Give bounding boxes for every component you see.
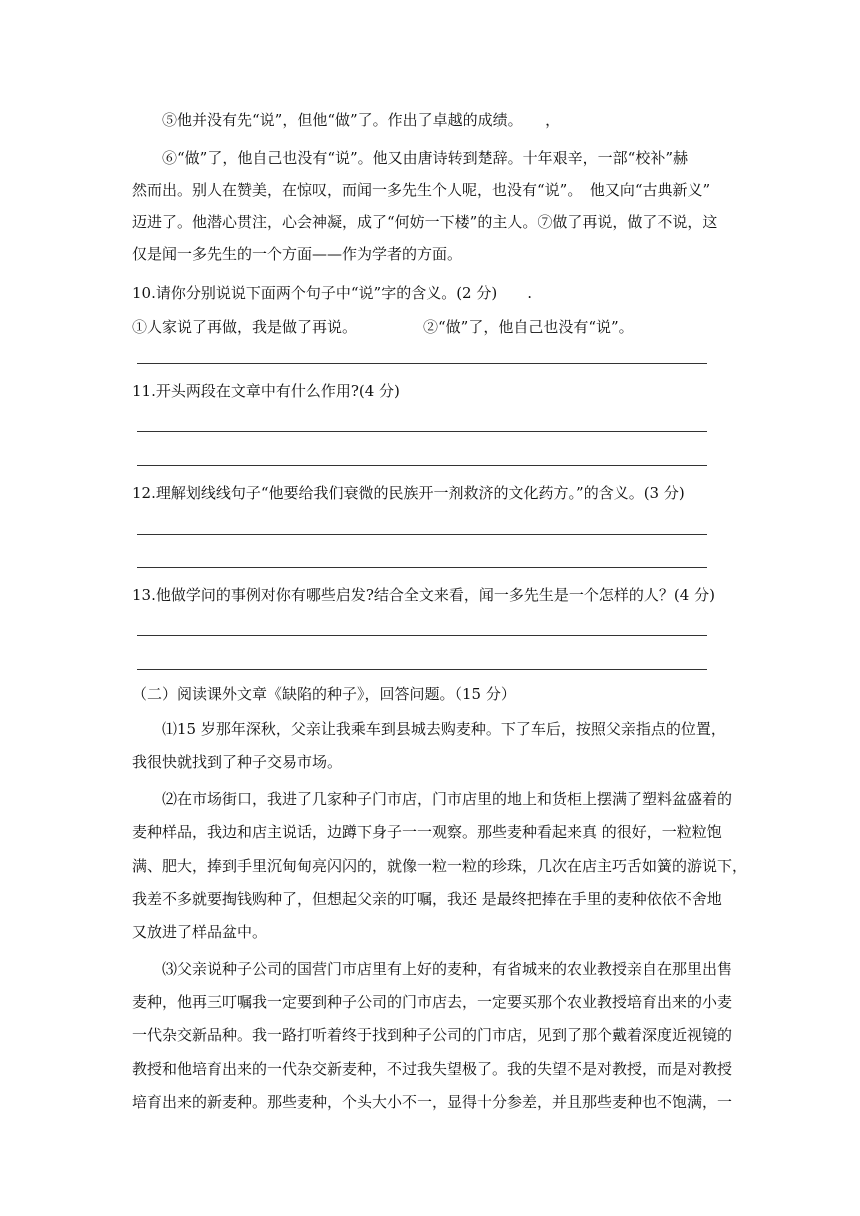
answer-line[interactable]: [137, 669, 707, 670]
section-two-paragraph-2-line-5: 又放进了样品盆中。: [132, 923, 268, 941]
paragraph-5: ⑤他并没有先“说”，但他“做”了。作出了卓越的成绩。 ，: [162, 111, 561, 129]
section-two-paragraph-1-line-1: ⑴15 岁那年深秋，父亲让我乘车到县城去购麦种。下了车后，按照父亲指点的位置，: [162, 720, 726, 738]
section-two-paragraph-2-line-4: 我差不多就要掏钱购种了，但想起父亲的叮嘱，我还 是最终把捧在手里的麦种依依不舍地: [132, 890, 722, 908]
answer-line[interactable]: [137, 635, 707, 636]
question-13: 13.他做学问的事例对你有哪些启发?结合全文来看，闻一多先生是一个怎样的人？(4 分): [132, 586, 715, 604]
question-10: 10.请你分别说说下面两个句子中“说”字的含义。(2 分) .: [132, 284, 532, 302]
paragraph-6-line-4: 仅是闻一多先生的一个方面——作为学者的方面。: [132, 245, 463, 263]
question-11: 11.开头两段在文章中有什么作用?(4 分): [132, 382, 400, 400]
section-two-paragraph-3-line-5: 培育出来的新麦种。那些麦种，个头大小不一，显得十分参差，并且那些麦种也不饱满，一: [132, 1093, 733, 1111]
section-two-paragraph-3-line-3: 一代杂交新品种。我一路打听着终于找到种子公司的门市店，见到了那个戴着深度近视镜的: [132, 1026, 733, 1044]
paragraph-6-line-3: 迈进了。他潜心贯注，心会神凝，成了“何妨一下楼”的主人。⑦做了再说，做了不说，这: [132, 213, 718, 231]
section-two-paragraph-2-line-3: 满、肥大，捧到手里沉甸甸亮闪闪的，就像一粒一粒的珍珠，几次在店主巧舌如簧的游说下，: [132, 857, 748, 875]
answer-line[interactable]: [137, 363, 707, 364]
section-two-paragraph-2-line-1: ⑵在市场街口，我进了几家种子门市店，门市店里的地上和货柜上摆满了塑料盆盛着的: [162, 790, 733, 808]
section-two-paragraph-1-line-2: 我很快就找到了种子交易市场。: [132, 753, 343, 771]
section-two-paragraph-2-line-2: 麦种样品，我边和店主说话，边蹲下身子一一观察。那些麦种看起来真 的很好，一粒粒饱: [132, 823, 722, 841]
section-two-paragraph-3-line-2: 麦种，他再三叮嘱我一定要到种子公司的门市店去，一定要买那个农业教授培育出来的小麦: [132, 993, 733, 1011]
question-12: 12.理解划线线句子“他要给我们衰微的民族开一剂救济的文化药方。”的含义。(3 分): [132, 484, 685, 502]
section-two-heading: （二）阅读课外文章《缺陷的种子》，回答问题。（15 分）: [132, 685, 516, 703]
paragraph-6-line-2: 然而出。别人在赞美，在惊叹，而闻一多先生个人呢，也没有“说”。 他又向“古典新义”: [132, 181, 711, 199]
paragraph-6-line-1: ⑥“做”了，他自己也没有“说”。他又由唐诗转到楚辞。十年艰辛，一部“校补”赫: [162, 149, 689, 167]
section-two-paragraph-3-line-4: 教授和他培育出来的一代杂交新麦种，不过我失望极了。我的失望不是对教授，而是对教授: [132, 1060, 733, 1078]
question-10-sentence-1: ①人家说了再做，我是做了再说。: [132, 318, 358, 336]
answer-line[interactable]: [137, 534, 707, 535]
answer-line[interactable]: [137, 567, 707, 568]
section-two-paragraph-3-line-1: ⑶父亲说种子公司的国营门市店里有上好的麦种，有省城来的农业教授亲自在那里出售: [162, 960, 733, 978]
question-10-sentence-2: ②“做”了，他自己也没有“说”。: [423, 318, 634, 336]
answer-line[interactable]: [137, 431, 707, 432]
answer-line[interactable]: [137, 465, 707, 466]
